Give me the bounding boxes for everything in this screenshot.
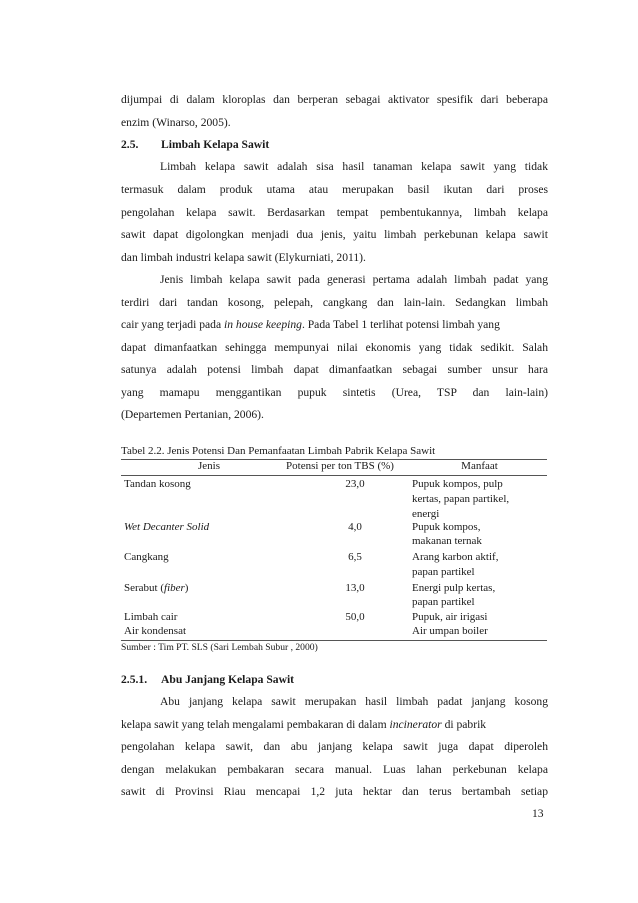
page-number: 13 xyxy=(532,807,544,820)
paragraph-line: dengan melakukan pembakaran secara manual. Luas lahan perkebunan kelapa xyxy=(121,763,548,776)
table-cell-potensi: 50,0 xyxy=(345,611,365,623)
paragraph-line: Jenis limbah kelapa sawit pada generasi pertama adalah limbah padat yang xyxy=(160,273,548,286)
paragraph-line: dapat dimanfaatkan sehingga mempunyai nilai ekonomis yang tidak sedikit. Salah xyxy=(121,341,548,354)
table-cell-jenis: Cangkang xyxy=(124,551,169,563)
column-header-jenis: Jenis xyxy=(198,460,220,472)
table-cell-jenis: Limbah cair xyxy=(124,611,178,623)
table-cell-manfaat: Arang karbon aktif, xyxy=(412,551,499,563)
section-title: Limbah Kelapa Sawit xyxy=(161,138,270,151)
paragraph-line: sawit di Provinsi Riau mencapai 1,2 juta hektar dan terus bertambah setiap xyxy=(121,785,548,798)
table-caption: Tabel 2.2. Jenis Potensi Dan Pemanfaatan Limbah Pabrik Kelapa Sawit xyxy=(121,445,436,457)
section-number: 2.5.1. xyxy=(121,673,148,686)
table-cell-manfaat: Energi pulp kertas, xyxy=(412,582,496,594)
paragraph-line: pengolahan kelapa sawit. Berdasarkan tempat pembentukannya, limbah kelapa xyxy=(121,206,548,219)
table-cell-manfaat: makanan ternak xyxy=(412,535,482,547)
paragraph-line: Abu janjang kelapa sawit merupakan hasil limbah padat janjang kosong xyxy=(160,695,548,708)
paragraph-line: dan limbah industri kelapa sawit (Elykurniati, 2011). xyxy=(121,251,366,264)
table-cell-manfaat: energi xyxy=(412,508,440,520)
paragraph-line: yang mamapu menggantikan pupuk sintetis (Urea, TSP dan lain-lain) xyxy=(121,386,548,399)
table-cell-potensi: 4,0 xyxy=(348,521,362,533)
column-header-manfaat: Manfaat xyxy=(461,460,498,472)
paragraph-line: satunya adalah potensi limbah dapat dimanfaatkan sebagai sumber unsur hara xyxy=(121,363,548,376)
table-cell-jenis xyxy=(124,582,188,595)
text-run: cair yang terjadi pada xyxy=(121,318,225,331)
paragraph-line: Limbah kelapa sawit adalah sisa hasil tanaman kelapa sawit yang tidak xyxy=(160,160,548,173)
text-run: . Pada Tabel 1 terlihat potensi limbah yang xyxy=(301,318,500,331)
italic-term: in house keeping xyxy=(224,318,302,331)
table-cell-manfaat: Air umpan boiler xyxy=(412,625,488,637)
italic-term: fiber xyxy=(164,582,185,594)
table-cell-manfaat: kertas, papan partikel, xyxy=(412,493,510,505)
section-title: Abu Janjang Kelapa Sawit xyxy=(161,673,295,686)
text-run: kelapa sawit yang telah mengalami pembakaran di dalam xyxy=(121,718,390,731)
table-cell-manfaat: papan partikel xyxy=(412,596,475,608)
section-heading xyxy=(121,138,548,152)
paragraph-line: termasuk dalam produk utama atau merupakan basil ikutan dari proses xyxy=(121,183,548,196)
paragraph-line xyxy=(121,318,548,332)
italic-term: Wet Decanter Solid xyxy=(124,521,210,533)
table-cell-jenis: Tandan kosong xyxy=(124,478,191,490)
table-cell-manfaat: Pupuk kompos, xyxy=(412,521,481,533)
table-cell-potensi: 23,0 xyxy=(345,478,365,490)
paragraph-line: dijumpai di dalam kloroplas dan berperan sebagai aktivator spesifik dari beberapa xyxy=(121,93,548,106)
paragraph-line: (Departemen Pertanian, 2006). xyxy=(121,408,264,421)
paragraph-line: terdiri dari tandan kosong, pelepah, cangkang dan lain-lain. Sedangkan limbah xyxy=(121,296,548,309)
text-run: Serabut ( xyxy=(124,582,165,594)
italic-term: incinerator xyxy=(389,718,442,731)
paragraph-line: pengolahan kelapa sawit, dan abu janjang kelapa sawit juga dapat diperoleh xyxy=(121,740,548,753)
table-cell-jenis xyxy=(124,521,209,534)
paragraph-line xyxy=(121,718,548,732)
table-rule-bottom xyxy=(121,640,547,641)
table-cell-manfaat: papan partikel xyxy=(412,566,475,578)
table-cell-manfaat: Pupuk kompos, pulp xyxy=(412,478,503,490)
section-number: 2.5. xyxy=(121,138,139,151)
table-cell-jenis: Air kondensat xyxy=(124,625,187,637)
table-rule-header xyxy=(121,475,547,476)
table-cell-manfaat: Pupuk, air irigasi xyxy=(412,611,488,623)
table-cell-potensi: 6,5 xyxy=(348,551,362,563)
table-source: Sumber : Tim PT. SLS (Sari Lembah Subur , 2000) xyxy=(121,642,318,653)
table-cell-potensi: 13,0 xyxy=(345,582,365,594)
text-run: ) xyxy=(184,582,189,594)
text-run: di pabrik xyxy=(441,718,487,731)
section-heading xyxy=(121,673,548,687)
column-header-potensi: Potensi per ton TBS (%) xyxy=(286,460,394,472)
paragraph-line: enzim (Winarso, 2005). xyxy=(121,116,231,129)
paragraph-line: sawit dapat digolongkan menjadi dua jenis, yaitu limbah perkebunan kelapa sawit xyxy=(121,228,548,241)
